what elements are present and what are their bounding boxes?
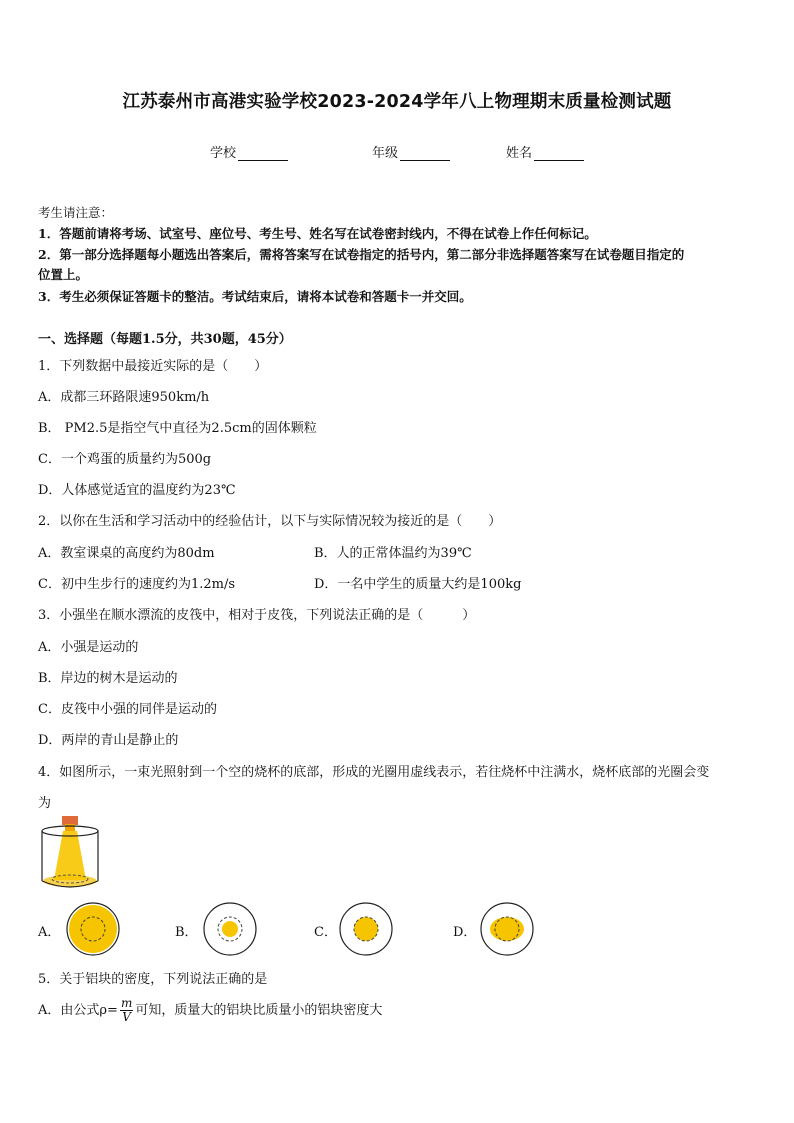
light-spot — [69, 905, 117, 953]
page-title: 江苏泰州市高港实验学校2023-2024学年八上物理期末质量检测试题 — [122, 92, 672, 112]
q4-stem-line2: 为 — [38, 796, 52, 811]
notice-item-2-cont: 位置上。 — [38, 267, 89, 282]
q2-stem: 2．以你在生活和学习活动中的经验估计，以下与实际情况较为接近的是（ ） — [38, 514, 502, 529]
q5-option-a — [38, 996, 382, 1026]
q1-stem: 1．下列数据中最接近实际的是（ ） — [38, 359, 268, 374]
q2-option-c: C．初中生步行的速度约为1.2m/s — [38, 577, 235, 592]
q2-option-a: A．教室课桌的高度约为80dm — [38, 546, 215, 561]
fraction-numerator: m — [120, 996, 133, 1010]
school-label: 学校 — [210, 146, 237, 161]
section-heading: 一、选择题（每题1.5分，共30题，45分） — [38, 332, 292, 347]
q4-option-c-figure — [336, 901, 396, 957]
light-source-lens — [65, 824, 75, 831]
notice-heading: 考生请注意： — [38, 205, 114, 220]
q4-option-a-label: A． — [38, 925, 61, 940]
name-label: 姓名 — [506, 146, 533, 161]
q3-stem: 3．小强坐在顺水漂流的皮筏中，相对于皮筏，下列说法正确的是（ ） — [38, 608, 476, 623]
q2-option-d: D．一名中学生的质量大约是100kg — [314, 577, 522, 592]
q5-stem: 5．关于铝块的密度，下列说法正确的是 — [38, 972, 268, 987]
q4-option-b-figure — [200, 901, 260, 957]
grade-field — [372, 142, 450, 161]
light-source — [62, 816, 78, 825]
notice-item-1: 1．答题前请将考场、试室号、座位号、考生号、姓名写在试卷密封线内，不得在试卷上作任何标记。 — [38, 226, 597, 241]
grade-blank — [400, 147, 450, 161]
q3-option-c: C．皮筏中小强的同伴是运动的 — [38, 702, 217, 717]
q4-option-d-figure — [477, 901, 537, 957]
q4-stem-line1: 4．如图所示，一束光照射到一个空的烧杯的底部，形成的光圈用虚线表示，若往烧杯中注满水，烧杯底部的光圈会变 — [38, 765, 710, 780]
q5-option-a-suffix: 可知，质量大的铝块比质量小的铝块密度大 — [135, 1003, 383, 1018]
name-blank — [534, 147, 584, 161]
q4-option-b-label: B． — [175, 925, 198, 940]
school-field — [210, 142, 288, 161]
grade-label: 年级 — [372, 146, 399, 161]
notice-item-2: 2．第一部分选择题每小题选出答案后，需将答案写在试卷指定的括号内，第二部分非选择题答案写在试卷题目指定的 — [38, 247, 685, 262]
q4-option-d-label: D． — [453, 925, 477, 940]
density-formula-fraction — [120, 997, 133, 1024]
q5-option-a-prefix: A．由公式ρ= — [38, 1003, 118, 1018]
q3-option-a: A．小强是运动的 — [38, 640, 139, 655]
fraction-denominator: V — [122, 1010, 131, 1024]
school-blank — [238, 147, 288, 161]
q3-option-b: B．岸边的树木是运动的 — [38, 671, 178, 686]
q1-option-b: B． PM2.5是指空气中直径为2.5cm的固体颗粒 — [38, 421, 317, 436]
q4-option-c-label: C． — [314, 925, 337, 940]
q2-option-b: B．人的正常体温约为39℃ — [314, 546, 472, 561]
beaker-light-figure — [36, 813, 106, 893]
light-beam — [54, 831, 86, 880]
q1-option-d: D．人体感觉适宜的温度约为23℃ — [38, 483, 236, 498]
q3-option-d: D．两岸的青山是静止的 — [38, 733, 179, 748]
q4-option-a-figure — [63, 901, 123, 957]
name-field — [506, 142, 584, 161]
q1-option-c: C．一个鸡蛋的质量约为500g — [38, 452, 212, 467]
light-spot — [222, 921, 238, 937]
notice-item-3: 3．考生必须保证答题卡的整洁。考试结束后，请将本试卷和答题卡一并交回。 — [38, 289, 472, 304]
q1-option-a: A．成都三环路限速950km/h — [38, 390, 210, 405]
